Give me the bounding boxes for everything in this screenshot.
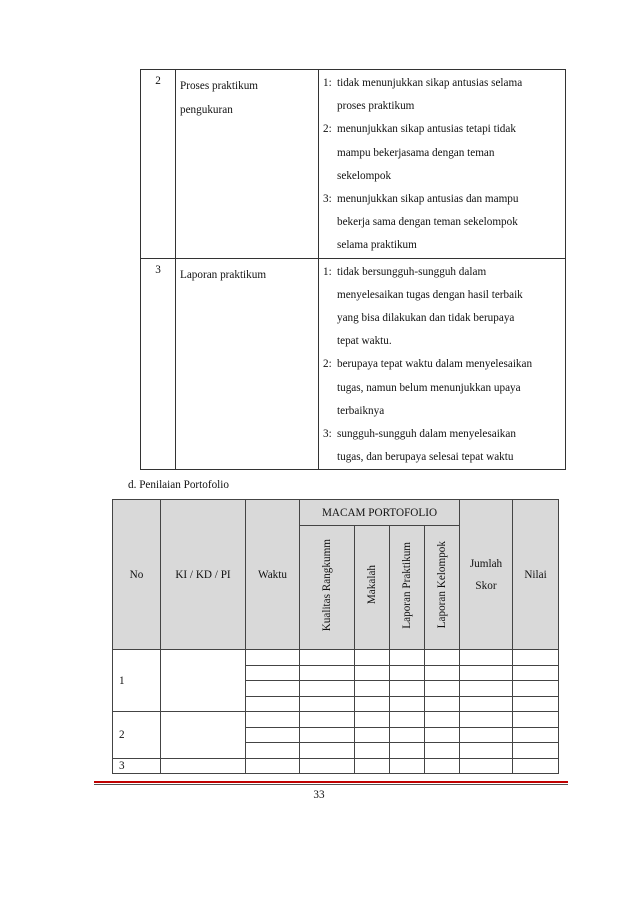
rubric-criterion-first-line: [323, 261, 561, 284]
portfolio-cell: [425, 650, 460, 666]
portfolio-cell: [460, 743, 513, 759]
portfolio-row-number: 1: [113, 650, 161, 712]
header-portfolio-type-label: Laporan Kelompok: [436, 541, 448, 629]
rubric-criterion-first-line: [323, 423, 561, 446]
header-portfolio-type: [355, 526, 390, 650]
rubric-criterion-score: 2:: [323, 123, 332, 136]
rubric-row: [141, 70, 566, 259]
rubric-criterion-text: yang bisa dilakukan dan tidak berupaya: [337, 312, 515, 325]
portfolio-cell: [513, 758, 559, 774]
header-waktu: Waktu: [246, 500, 300, 650]
rubric-criterion-text: terbaiknya: [337, 404, 385, 417]
header-portfolio-type: [425, 526, 460, 650]
header-portfolio-type-label: Kualitas Rangkumm: [321, 538, 333, 632]
portfolio-cell: [390, 712, 425, 728]
header-portfolio-type: [300, 526, 355, 650]
portfolio-cell: [390, 727, 425, 743]
portfolio-cell: [300, 727, 355, 743]
portfolio-cell: [460, 727, 513, 743]
portfolio-cell: [425, 665, 460, 681]
rubric-criterion-score: 2:: [323, 358, 332, 371]
rubric-criterion-text: menunjukkan sikap antusias tetapi tidak: [337, 123, 516, 136]
rubric-criterion-first-line: [323, 188, 561, 211]
rubric-aspect: [176, 70, 319, 259]
rubric-criterion: [323, 188, 561, 258]
portfolio-cell: [425, 712, 460, 728]
page-number: 33: [313, 789, 325, 801]
rubric-aspect: [176, 258, 319, 470]
portfolio-cell: [300, 681, 355, 697]
rubric-criterion-score: 3:: [323, 428, 332, 441]
rubric-criterion-text: menunjukkan sikap antusias dan mampu: [337, 193, 519, 206]
portfolio-cell: [460, 696, 513, 712]
portfolio-row: [113, 712, 559, 728]
portfolio-ki-cell: [161, 712, 246, 759]
portfolio-cell: [513, 743, 559, 759]
portfolio-cell: [300, 696, 355, 712]
header-jumlah-line2: Skor: [475, 579, 497, 592]
portfolio-ki-cell: [161, 650, 246, 712]
portfolio-cell: [246, 758, 300, 774]
portfolio-row-number: 3: [113, 758, 161, 774]
footer-divider-gray: [94, 784, 568, 785]
rubric-criterion-text: mampu bekerjasama dengan teman: [337, 146, 495, 159]
portfolio-cell: [300, 650, 355, 666]
rubric-criterion: [323, 353, 561, 423]
portfolio-cell: [390, 665, 425, 681]
portfolio-cell: [390, 696, 425, 712]
portfolio-cell: [300, 712, 355, 728]
rubric-criterion-text: bekerja sama dengan teman sekelompok: [337, 216, 518, 229]
section-title: d. Penilaian Portofolio: [128, 479, 229, 491]
portfolio-cell: [460, 712, 513, 728]
rubric-row-number: 2: [141, 70, 176, 259]
portfolio-assessment-table: [112, 499, 559, 774]
portfolio-cell: [460, 665, 513, 681]
rubric-criterion-text: berupaya tepat waktu dalam menyelesaikan: [337, 358, 533, 371]
portfolio-cell: [246, 665, 300, 681]
portfolio-cell: [513, 727, 559, 743]
rubric-criterion-text: tepat waktu.: [337, 335, 392, 348]
portfolio-cell: [390, 650, 425, 666]
portfolio-cell: [246, 743, 300, 759]
header-ki-kd-pi: KI / KD / PI: [161, 500, 246, 650]
portfolio-ki-cell: [161, 758, 246, 774]
rubric-criterion-first-line: [323, 353, 561, 376]
portfolio-row-number: 2: [113, 712, 161, 759]
portfolio-cell: [513, 712, 559, 728]
rubric-criterion-score: 1:: [323, 77, 332, 89]
rubric-row-number: 3: [141, 258, 176, 470]
portfolio-cell: [246, 650, 300, 666]
portfolio-cell: [355, 727, 390, 743]
rubric-criterion-text: tugas, namun belum menunjukkan upaya: [337, 381, 521, 394]
portfolio-cell: [355, 696, 390, 712]
rubric-criterion: [323, 118, 561, 188]
footer-divider-red: [94, 781, 568, 783]
rubric-criterion-text: tidak bersungguh-sungguh dalam: [337, 265, 487, 278]
header-portfolio-type: [390, 526, 425, 650]
header-macam-portofolio: MACAM PORTOFOLIO: [300, 500, 460, 526]
portfolio-cell: [513, 650, 559, 666]
portfolio-row: [113, 650, 559, 666]
portfolio-cell: [355, 712, 390, 728]
portfolio-cell: [355, 681, 390, 697]
rubric-criterion-text: sekelompok: [337, 169, 392, 182]
rubric-criterion: [323, 72, 561, 118]
portfolio-cell: [246, 712, 300, 728]
rubric-criterion: [323, 423, 561, 469]
portfolio-cell: [246, 727, 300, 743]
header-nilai: Nilai: [513, 500, 559, 650]
portfolio-cell: [390, 681, 425, 697]
portfolio-cell: [300, 743, 355, 759]
portfolio-cell: [425, 727, 460, 743]
portfolio-cell: [355, 650, 390, 666]
portfolio-cell: [246, 681, 300, 697]
portfolio-row: [113, 758, 559, 774]
rubric-criterion-text: proses praktikum: [337, 100, 415, 113]
rubric-criterion-score: 3:: [323, 193, 332, 206]
rubric-aspect-line: pengukuran: [180, 103, 233, 116]
portfolio-cell: [460, 681, 513, 697]
portfolio-cell: [246, 696, 300, 712]
portfolio-cell: [425, 696, 460, 712]
header-jumlah-line1: Jumlah: [469, 557, 503, 570]
portfolio-cell: [513, 665, 559, 681]
rubric-criterion-score: 1:: [323, 265, 332, 278]
rubric-criterion-text: tidak menunjukkan sikap antusias selama: [337, 77, 523, 89]
rubric-aspect-line: Proses praktikum: [180, 80, 258, 92]
rubric-criterion-text: menyelesaikan tugas dengan hasil terbaik: [337, 288, 523, 301]
rubric-aspect-line: Laporan praktikum: [180, 268, 267, 281]
rubric-row: [141, 258, 566, 470]
rubric-criterion-text: tugas, dan berupaya selesai tepat waktu: [337, 451, 514, 464]
portfolio-cell: [390, 758, 425, 774]
portfolio-cell: [355, 665, 390, 681]
rubric-criterion-first-line: [323, 118, 561, 141]
portfolio-cell: [425, 743, 460, 759]
portfolio-cell: [513, 681, 559, 697]
portfolio-cell: [355, 743, 390, 759]
portfolio-cell: [300, 758, 355, 774]
header-portfolio-type-label: Laporan Praktikum: [401, 541, 413, 629]
rubric-criterion-text: sungguh-sungguh dalam menyelesaikan: [337, 428, 516, 441]
portfolio-cell: [460, 650, 513, 666]
portfolio-cell: [390, 743, 425, 759]
portfolio-cell: [300, 665, 355, 681]
header-no: No: [113, 500, 161, 650]
portfolio-cell: [460, 758, 513, 774]
header-jumlah-skor: [460, 500, 513, 650]
portfolio-cell: [425, 681, 460, 697]
rubric-criteria: [319, 70, 566, 259]
rubric-criterion: [323, 261, 561, 354]
portfolio-cell: [355, 758, 390, 774]
portfolio-cell: [425, 758, 460, 774]
rubric-criteria: [319, 258, 566, 470]
header-portfolio-type-label: Makalah: [366, 565, 378, 605]
rubric-criterion-first-line: [323, 72, 561, 95]
rubric-criterion-text: selama praktikum: [337, 239, 417, 252]
assessment-rubric-table: [140, 69, 566, 470]
portfolio-cell: [513, 696, 559, 712]
